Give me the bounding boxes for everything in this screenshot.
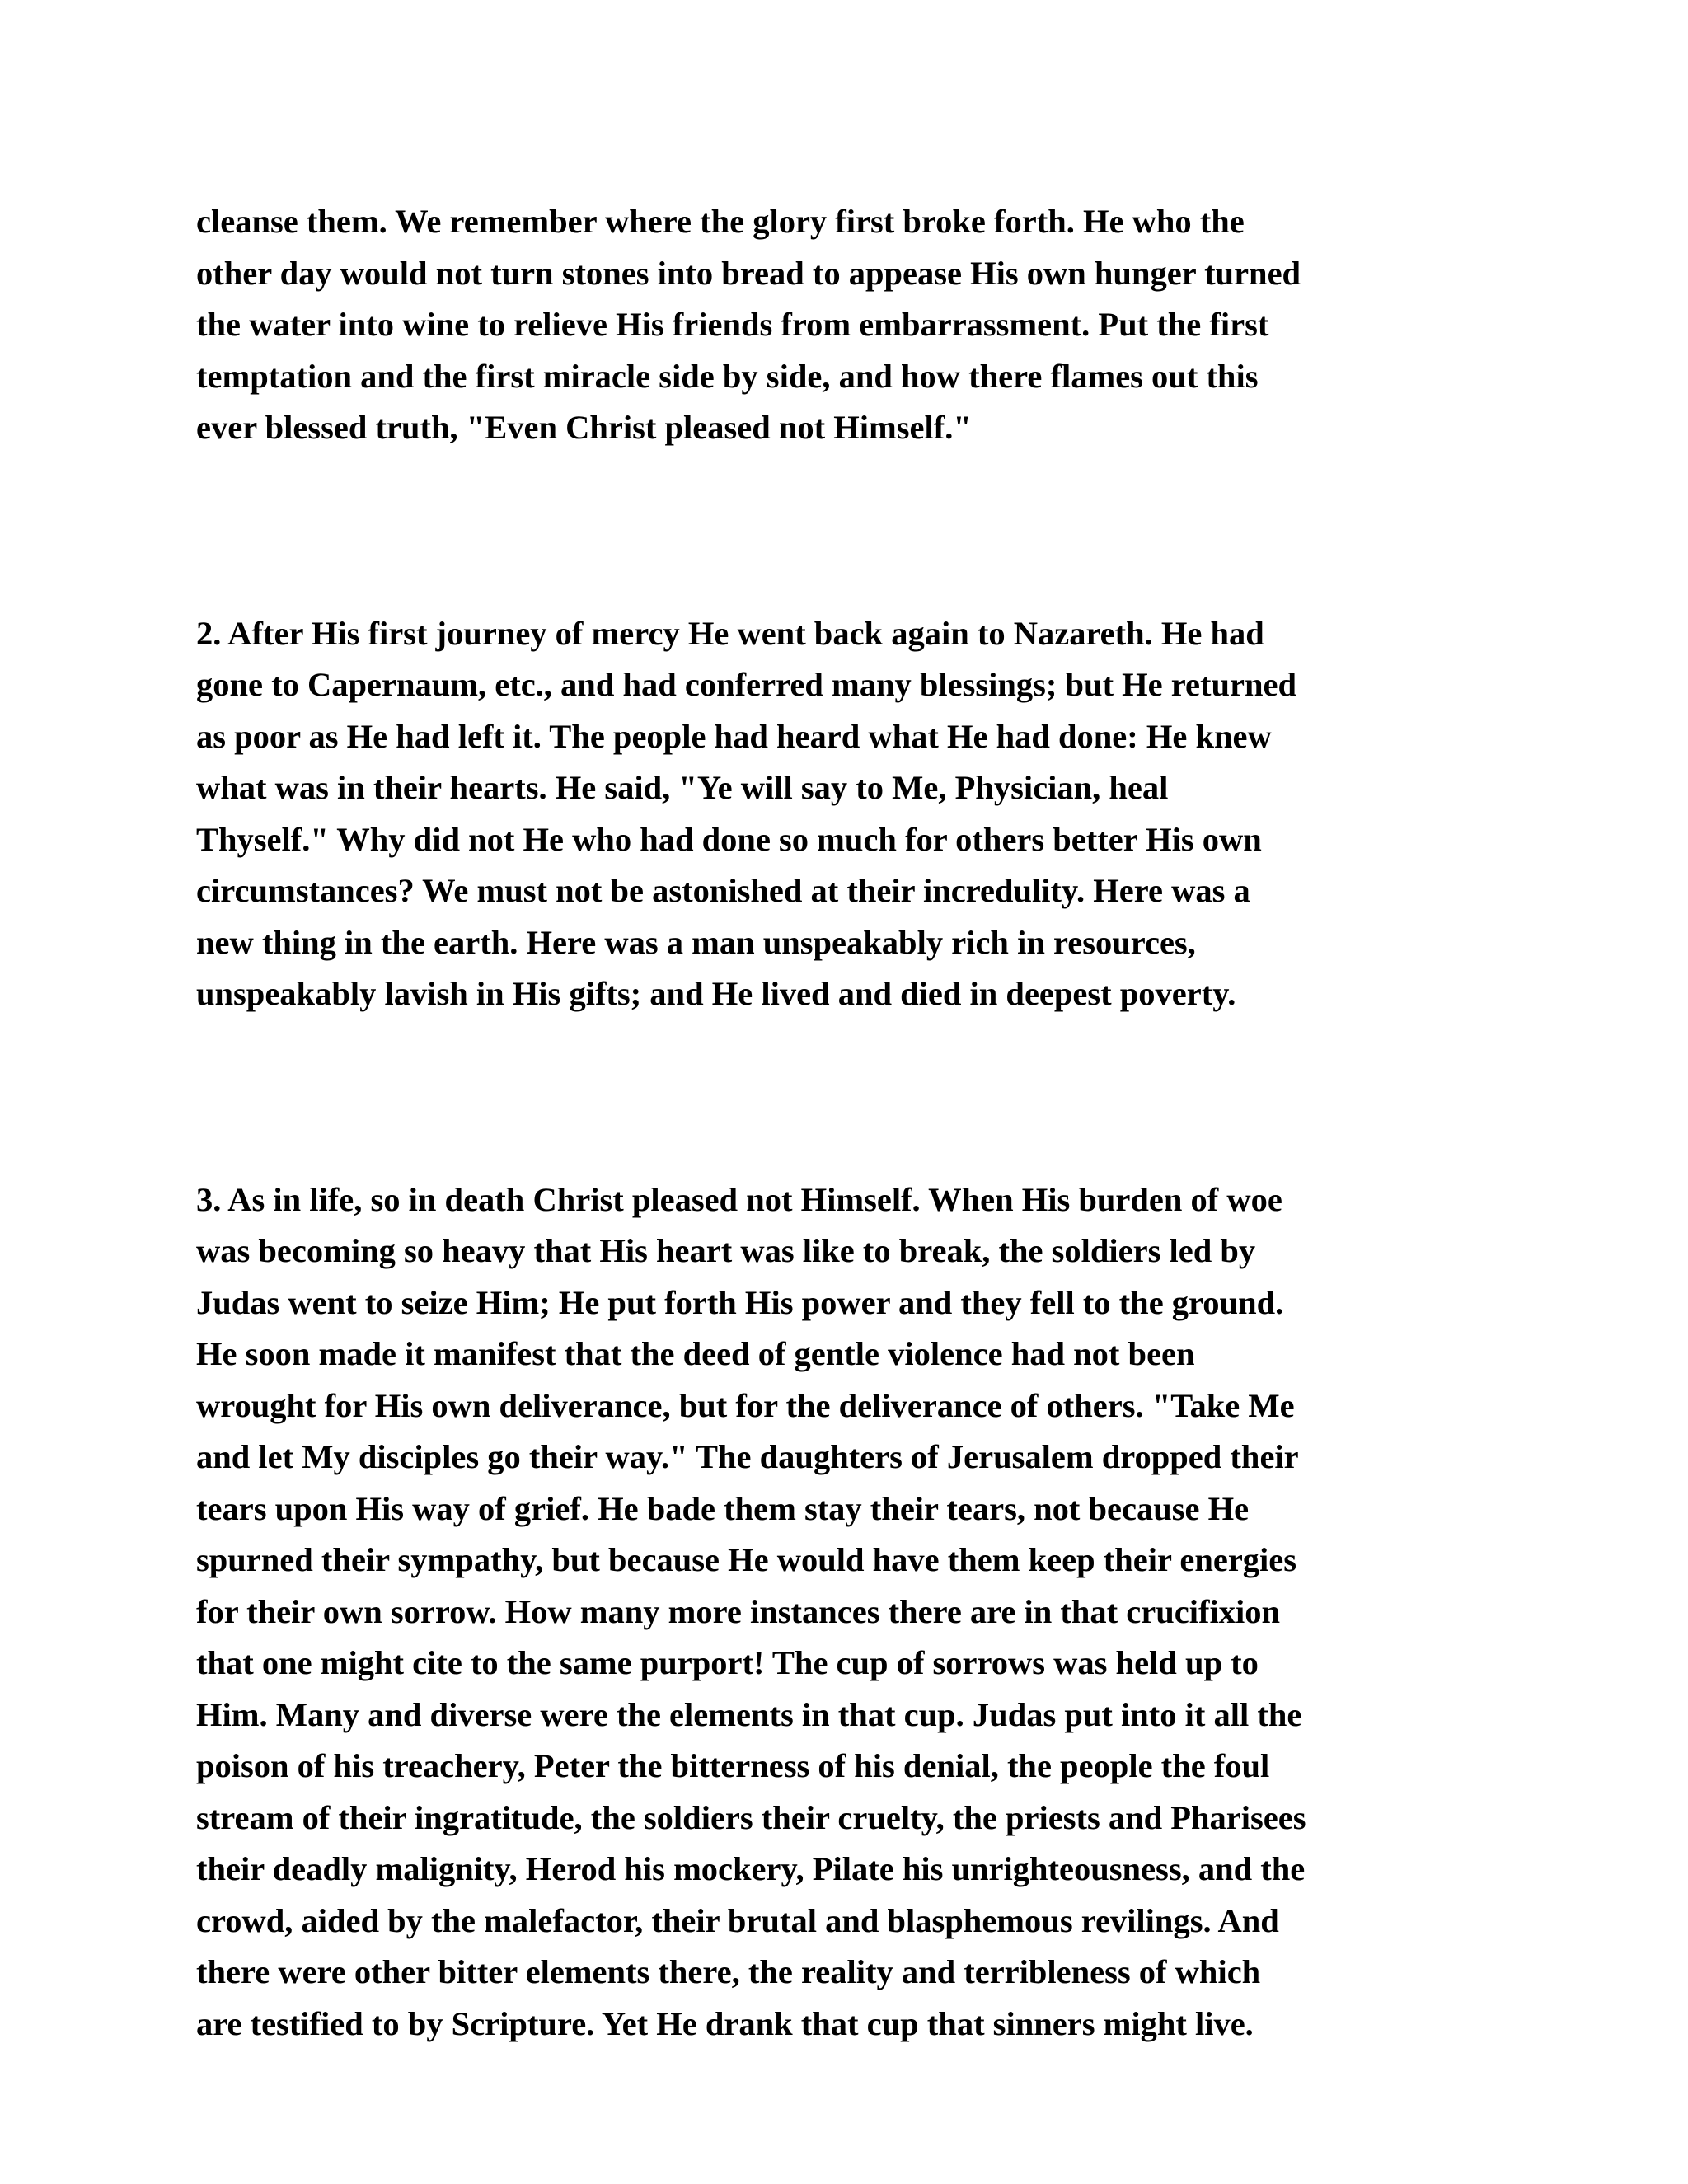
text-line: other day would not turn stones into bread to appease His own hunger turned xyxy=(196,254,1301,292)
text-line: cleanse them. We remember where the glory first broke forth. He who the xyxy=(196,203,1245,240)
text-line: 2. After His first journey of mercy He went back again to Nazareth. He had xyxy=(196,614,1264,652)
text-line: there were other bitter elements there, the reality and terribleness of which xyxy=(196,1953,1261,1990)
text-line: Thyself." Why did not He who had done so much for others better His own xyxy=(196,820,1262,858)
paragraph-2 xyxy=(196,608,1548,1020)
text-line: gone to Capernaum, etc., and had conferred many blessings; but He returned xyxy=(196,666,1297,703)
text-line: was becoming so heavy that His heart was like to break, the soldiers led by xyxy=(196,1232,1256,1269)
text-line: poison of his treachery, Peter the bitterness of his denial, the people the foul xyxy=(196,1747,1270,1784)
text-line: are testified to by Scripture. Yet He drank that cup that sinners might live. xyxy=(196,2004,1254,2042)
text-line: what was in their hearts. He said, "Ye will say to Me, Physician, heal xyxy=(196,769,1169,806)
text-line: Him. Many and diverse were the elements in that cup. Judas put into it all the xyxy=(196,1695,1302,1733)
document-body xyxy=(196,196,1548,2050)
text-line: 3. As in life, so in death Christ pleased not Himself. When His burden of woe xyxy=(196,1180,1282,1218)
text-line: wrought for His own deliverance, but for the deliverance of others. "Take Me xyxy=(196,1386,1295,1424)
text-line: as poor as He had left it. The people had heard what He had done: He knew xyxy=(196,717,1272,755)
text-line: circumstances? We must not be astonished at their incredulity. Here was a xyxy=(196,872,1250,909)
paragraph-spacer xyxy=(196,454,1548,608)
text-line: unspeakably lavish in His gifts; and He lived and died in deepest poverty. xyxy=(196,975,1236,1012)
paragraph-3 xyxy=(196,1174,1548,2050)
text-line: temptation and the first miracle side by side, and how there flames out this xyxy=(196,357,1259,395)
text-line: their deadly malignity, Herod his mockery, Pilate his unrighteousness, and the xyxy=(196,1850,1306,1887)
text-line: the water into wine to relieve His friends from embarrassment. Put the first xyxy=(196,306,1269,343)
text-line: crowd, aided by the malefactor, their brutal and blasphemous revilings. And xyxy=(196,1901,1279,1939)
text-line: new thing in the earth. Here was a man unspeakably rich in resources, xyxy=(196,923,1196,961)
text-line: for their own sorrow. How many more instances there are in that crucifixion xyxy=(196,1592,1281,1630)
paragraph-spacer xyxy=(196,1020,1548,1174)
text-line: stream of their ingratitude, the soldiers their cruelty, the priests and Pharisees xyxy=(196,1798,1306,1836)
text-line: and let My disciples go their way." The daughters of Jerusalem dropped their xyxy=(196,1438,1299,1475)
paragraph-1 xyxy=(196,196,1548,454)
text-line: that one might cite to the same purport! The cup of sorrows was held up to xyxy=(196,1644,1259,1681)
text-line: He soon made it manifest that the deed of gentle violence had not been xyxy=(196,1335,1195,1372)
text-line: Judas went to seize Him; He put forth His power and they fell to the ground. xyxy=(196,1283,1284,1321)
text-line: spurned their sympathy, but because He would have them keep their energies xyxy=(196,1541,1297,1578)
text-line: ever blessed truth, "Even Christ pleased not Himself." xyxy=(196,409,972,446)
text-line: tears upon His way of grief. He bade them stay their tears, not because He xyxy=(196,1489,1250,1527)
